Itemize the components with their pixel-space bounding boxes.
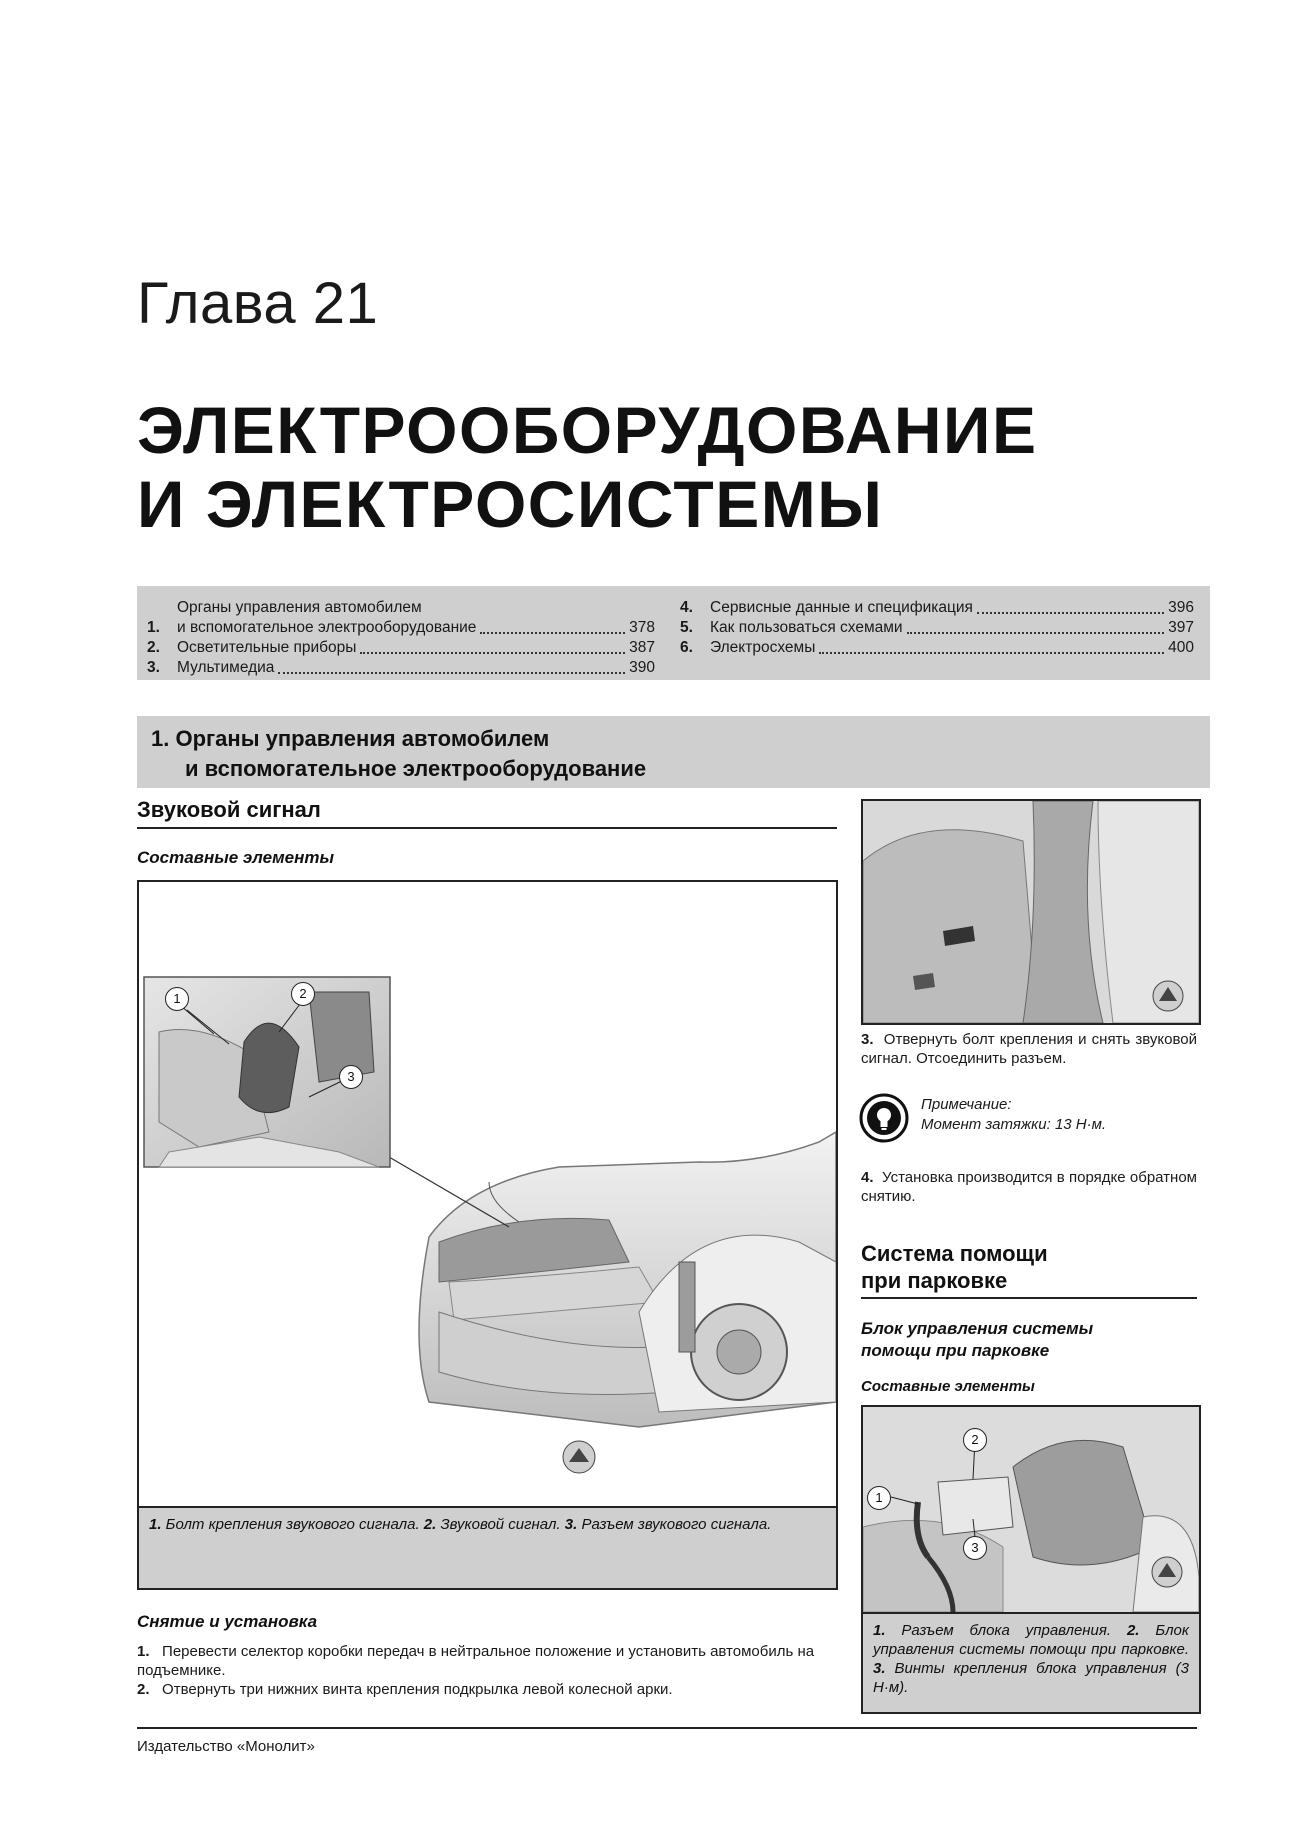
horn-removal-figure: [861, 799, 1201, 1025]
toc-item-page: 397: [1168, 619, 1194, 636]
footer-publisher: Издательство «Монолит»: [137, 1738, 315, 1755]
horn-heading: Звуковой сигнал: [137, 797, 321, 822]
toc-item-number: 2.: [147, 639, 160, 656]
step-item: 2. Отвернуть три нижних винта крепления подкрылка левой колесной арки.: [137, 1681, 673, 1698]
callout-3: 3: [339, 1065, 363, 1089]
horn-figure: [137, 880, 838, 1590]
toc-item-number: 4.: [680, 599, 693, 616]
step-item: 1. Перевести селектор коробки передач в нейтральное положение и установить автомобиль на подъемнике.: [137, 1643, 815, 1679]
section-heading-line1: 1. Органы управления автомобилем: [151, 726, 550, 751]
chapter-title: [137, 393, 1038, 541]
callout-1: 1: [867, 1486, 891, 1510]
parking-figure: [861, 1405, 1201, 1714]
toc-item-page: 400: [1168, 639, 1194, 656]
toc-item-page: 378: [629, 619, 655, 636]
lightbulb-icon: [859, 1093, 909, 1143]
parking-figure-caption: 1. Разъем блока управления. 2. Блок управления системы помощи при парковке. 3. Винты крепления блока управления (3 Н·м).: [863, 1612, 1199, 1712]
toc-item-page: 387: [629, 639, 655, 656]
toc-item[interactable]: [680, 638, 1194, 658]
toc-item-label: Осветительные приборы: [177, 639, 357, 656]
section-heading: [137, 716, 1210, 788]
parking-figure-illustration: [863, 1407, 1199, 1612]
toc-item-label: Сервисные данные и спецификация: [710, 599, 973, 616]
toc-column-left: [147, 598, 655, 678]
toc-item[interactable]: [680, 618, 1194, 638]
horn-removal-illustration: [863, 801, 1199, 1023]
horn-figure-caption: 1. Болт крепления звукового сигнала. 2. Звуковой сигнал. 3. Разъем звукового сигнала.: [139, 1506, 836, 1588]
note-text: Момент затяжки: 13 Н·м.: [921, 1116, 1107, 1133]
chapter-title-line2: И ЭЛЕКТРОСИСТЕМЫ: [137, 467, 884, 541]
toc-item-page: 390: [629, 659, 655, 676]
toc-item-label: Электросхемы: [710, 639, 816, 656]
horn-components-label: Составные элементы: [137, 848, 335, 867]
toc-item[interactable]: [680, 598, 1194, 618]
toc-item-label: Органы управления автомобилем: [177, 599, 422, 616]
horn-heading-rule: [137, 827, 837, 829]
note-label: Примечание:: [921, 1096, 1012, 1113]
horn-figure-illustration: [139, 882, 836, 1506]
parking-heading-rule: [861, 1297, 1197, 1299]
section-heading-line2: и вспомогательное электрооборудование: [185, 756, 647, 781]
toc-item-number: 1.: [147, 619, 160, 636]
toc-item[interactable]: [147, 638, 655, 658]
toc-item[interactable]: [147, 658, 655, 678]
removal-heading: Снятие и установка: [137, 1612, 318, 1631]
parking-heading: Система помощи при парковке: [861, 1241, 1048, 1293]
callout-1: 1: [165, 987, 189, 1011]
toc-item-label: Мультимедиа: [177, 659, 275, 676]
table-of-contents: [137, 586, 1210, 680]
control-unit-heading: Блок управления системы помощи при парковке: [861, 1319, 1094, 1360]
callout-2: 2: [963, 1428, 987, 1452]
toc-item-number: 5.: [680, 619, 693, 636]
removal-steps: [137, 1642, 837, 1699]
callout-2: 2: [291, 982, 315, 1006]
toc-item[interactable]: [147, 598, 655, 638]
step-4: 4. Установка производится в порядке обратном снятию.: [861, 1169, 1197, 1205]
callout-3: 3: [963, 1536, 987, 1560]
toc-item-page: 396: [1168, 599, 1194, 616]
step-3: 3. Отвернуть болт крепления и снять звуковой сигнал. Отсоединить разъем.: [861, 1031, 1197, 1067]
chapter-title-line1: ЭЛЕКТРООБОРУДОВАНИЕ: [137, 393, 1038, 467]
note-lightbulb-icon: [859, 1093, 909, 1143]
parking-components-label: Составные элементы: [861, 1378, 1035, 1395]
toc-item-number: 6.: [680, 639, 693, 656]
toc-column-right: [680, 598, 1194, 658]
chapter-label: Глава 21: [137, 271, 379, 336]
footer-rule: [137, 1727, 1197, 1729]
toc-item-number: 3.: [147, 659, 160, 676]
toc-item-label: и вспомогательное электрооборудование: [177, 619, 477, 636]
toc-item-label: Как пользоваться схемами: [710, 619, 903, 636]
